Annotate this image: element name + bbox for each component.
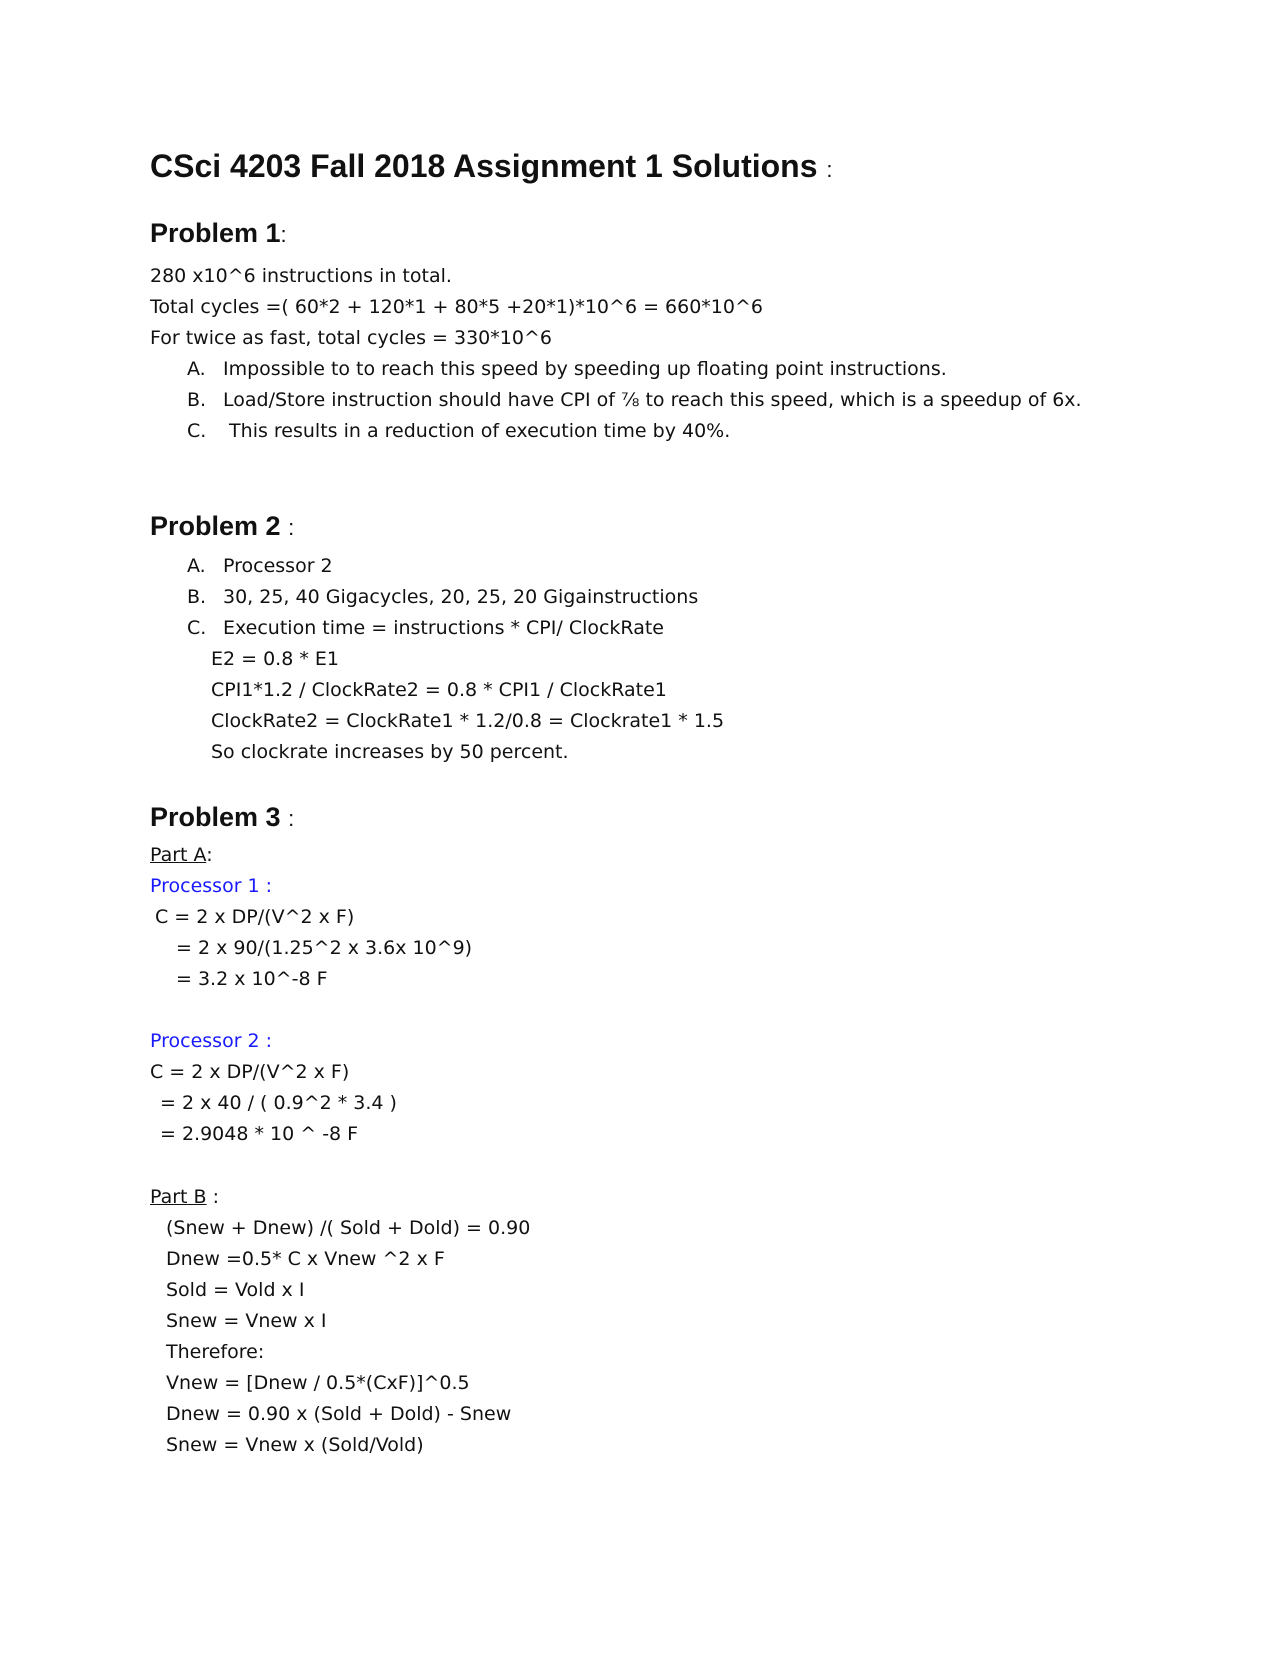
problem-2-heading-colon: :	[288, 515, 295, 540]
part-a-label-text: Part A	[150, 844, 207, 866]
problem-1-line: Total cycles =( 60*2 + 120*1 + 80*5 +20*1)*10^6 = 660*10^6	[150, 296, 763, 318]
problem-2-heading	[150, 511, 294, 542]
problem-1-item-a	[187, 357, 947, 381]
problem-1-heading-colon: :	[280, 222, 287, 247]
part-b-line: Therefore:	[166, 1341, 265, 1363]
list-item-text: Impossible to to reach this speed by speeding up floating point instructions.	[223, 358, 947, 380]
problem-2-continuation-line: ClockRate2 = ClockRate1 * 1.2/0.8 = Clockrate1 * 1.5	[211, 710, 725, 732]
processor-2-line: = 2.9048 * 10 ^ -8 F	[160, 1123, 359, 1145]
problem-2-continuation-line: E2 = 0.8 * E1	[211, 648, 339, 670]
list-item-text: This results in a reduction of execution time by 40%.	[223, 420, 731, 442]
part-b-line: Snew = Vnew x (Sold/Vold)	[166, 1434, 424, 1456]
problem-2-item-c	[187, 616, 664, 640]
list-marker: C.	[187, 420, 207, 442]
list-item-text: Processor 2	[223, 555, 333, 577]
list-item-text: Execution time = instructions * CPI/ ClockRate	[223, 617, 664, 639]
processor-1-line: = 2 x 90/(1.25^2 x 3.6x 10^9)	[176, 937, 473, 959]
part-b-label-colon: :	[212, 1186, 220, 1208]
list-marker: B.	[187, 389, 207, 411]
list-marker: C.	[187, 617, 207, 639]
problem-1-item-c	[187, 419, 730, 443]
processor-1-line: C = 2 x DP/(V^2 x F)	[155, 906, 355, 928]
problem-2-item-b	[187, 585, 698, 609]
problem-3-heading-colon: :	[288, 806, 295, 831]
processor-2-line: = 2 x 40 / ( 0.9^2 * 3.4 )	[160, 1092, 397, 1114]
problem-2-item-a	[187, 554, 333, 578]
list-marker: A.	[187, 358, 206, 380]
part-b-line: Vnew = [Dnew / 0.5*(CxF)]^0.5	[166, 1372, 470, 1394]
part-b-line: Dnew = 0.90 x (Sold + Dold) - Snew	[166, 1403, 512, 1425]
part-b-label	[150, 1185, 219, 1209]
problem-3-heading-text: Problem 3	[150, 802, 281, 832]
problem-1-item-b	[187, 388, 1082, 412]
processor-1-label: Processor 1 :	[150, 875, 273, 897]
part-b-label-text: Part B	[150, 1186, 207, 1208]
list-marker: B.	[187, 586, 207, 608]
part-a-label-colon: :	[206, 844, 213, 866]
part-b-line: Snew = Vnew x I	[166, 1310, 327, 1332]
part-b-line: (Snew + Dnew) /( Sold + Dold) = 0.90	[166, 1217, 531, 1239]
problem-2-continuation-line: So clockrate increases by 50 percent.	[211, 741, 569, 763]
title-text: CSci 4203 Fall 2018 Assignment 1 Solutions	[150, 148, 818, 184]
document-title	[150, 148, 833, 185]
processor-2-label: Processor 2 :	[150, 1030, 273, 1052]
list-item-text: Load/Store instruction should have CPI of ⅞ to reach this speed, which is a speedup of 6x.	[223, 389, 1082, 411]
part-b-line: Dnew =0.5* C x Vnew ^2 x F	[166, 1248, 445, 1270]
problem-1-line: 280 x10^6 instructions in total.	[150, 265, 452, 287]
part-b-line: Sold = Vold x I	[166, 1279, 305, 1301]
part-a-label	[150, 843, 213, 867]
problem-2-continuation-line: CPI1*1.2 / ClockRate2 = 0.8 * CPI1 / ClockRate1	[211, 679, 667, 701]
problem-1-heading	[150, 218, 287, 249]
list-marker: A.	[187, 555, 206, 577]
problem-3-heading	[150, 802, 294, 833]
problem-1-line: For twice as fast, total cycles = 330*10^6	[150, 327, 552, 349]
processor-2-line: C = 2 x DP/(V^2 x F)	[150, 1061, 350, 1083]
list-item-text: 30, 25, 40 Gigacycles, 20, 25, 20 Gigainstructions	[223, 586, 699, 608]
problem-2-heading-text: Problem 2	[150, 511, 281, 541]
title-colon: :	[826, 157, 833, 182]
problem-1-heading-text: Problem 1	[150, 218, 281, 248]
processor-1-line: = 3.2 x 10^-8 F	[176, 968, 328, 990]
